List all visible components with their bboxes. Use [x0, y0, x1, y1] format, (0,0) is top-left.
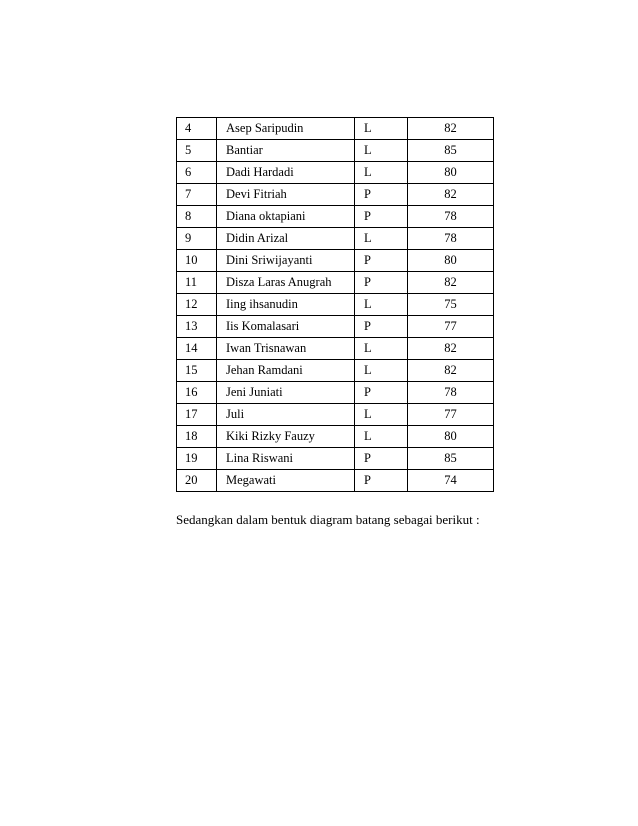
cell-name: Dadi Hardadi — [217, 162, 355, 184]
cell-name: Asep Saripudin — [217, 118, 355, 140]
table-row — [177, 470, 494, 492]
table-body — [177, 118, 494, 492]
cell-gender: P — [355, 272, 408, 294]
cell-number: 20 — [177, 470, 217, 492]
cell-number: 8 — [177, 206, 217, 228]
table-row — [177, 140, 494, 162]
cell-name: Megawati — [217, 470, 355, 492]
cell-score: 78 — [408, 382, 494, 404]
cell-score: 82 — [408, 338, 494, 360]
cell-score: 78 — [408, 228, 494, 250]
cell-name: Iing ihsanudin — [217, 294, 355, 316]
table-row — [177, 118, 494, 140]
cell-gender: P — [355, 470, 408, 492]
table-row — [177, 272, 494, 294]
cell-number: 19 — [177, 448, 217, 470]
cell-gender: P — [355, 250, 408, 272]
cell-score: 74 — [408, 470, 494, 492]
cell-score: 80 — [408, 426, 494, 448]
cell-name: Devi Fitriah — [217, 184, 355, 206]
cell-number: 4 — [177, 118, 217, 140]
cell-number: 5 — [177, 140, 217, 162]
cell-gender: P — [355, 382, 408, 404]
cell-score: 82 — [408, 184, 494, 206]
cell-gender: L — [355, 360, 408, 382]
cell-name: Juli — [217, 404, 355, 426]
cell-name: Didin Arizal — [217, 228, 355, 250]
student-score-table — [176, 117, 494, 492]
table-row — [177, 448, 494, 470]
cell-score: 80 — [408, 162, 494, 184]
body-text-caption: Sedangkan dalam bentuk diagram batang sebagai berikut : — [176, 512, 480, 527]
table-row — [177, 316, 494, 338]
table-row — [177, 184, 494, 206]
cell-gender: L — [355, 228, 408, 250]
cell-number: 17 — [177, 404, 217, 426]
table-row — [177, 294, 494, 316]
cell-number: 6 — [177, 162, 217, 184]
cell-name: Lina Riswani — [217, 448, 355, 470]
table-row — [177, 206, 494, 228]
cell-gender: L — [355, 404, 408, 426]
cell-number: 7 — [177, 184, 217, 206]
cell-score: 75 — [408, 294, 494, 316]
cell-gender: P — [355, 448, 408, 470]
cell-number: 11 — [177, 272, 217, 294]
table-row — [177, 338, 494, 360]
cell-name: Kiki Rizky Fauzy — [217, 426, 355, 448]
cell-gender: P — [355, 316, 408, 338]
cell-score: 85 — [408, 448, 494, 470]
cell-name: Iwan Trisnawan — [217, 338, 355, 360]
cell-number: 10 — [177, 250, 217, 272]
cell-number: 16 — [177, 382, 217, 404]
cell-name: Iis Komalasari — [217, 316, 355, 338]
table-row — [177, 250, 494, 272]
cell-gender: L — [355, 162, 408, 184]
cell-number: 9 — [177, 228, 217, 250]
table-row — [177, 360, 494, 382]
cell-score: 82 — [408, 360, 494, 382]
cell-number: 18 — [177, 426, 217, 448]
cell-gender: L — [355, 426, 408, 448]
cell-name: Disza Laras Anugrah — [217, 272, 355, 294]
cell-number: 14 — [177, 338, 217, 360]
table-row — [177, 404, 494, 426]
cell-number: 13 — [177, 316, 217, 338]
table-row — [177, 228, 494, 250]
cell-name: Jeni Juniati — [217, 382, 355, 404]
cell-score: 82 — [408, 118, 494, 140]
cell-score: 77 — [408, 316, 494, 338]
cell-name: Dini Sriwijayanti — [217, 250, 355, 272]
cell-name: Bantiar — [217, 140, 355, 162]
cell-score: 80 — [408, 250, 494, 272]
cell-score: 77 — [408, 404, 494, 426]
table-row — [177, 162, 494, 184]
cell-score: 82 — [408, 272, 494, 294]
table-row — [177, 426, 494, 448]
table-row — [177, 382, 494, 404]
cell-name: Diana oktapiani — [217, 206, 355, 228]
cell-gender: L — [355, 140, 408, 162]
cell-gender: P — [355, 206, 408, 228]
cell-gender: L — [355, 338, 408, 360]
cell-number: 12 — [177, 294, 217, 316]
cell-score: 78 — [408, 206, 494, 228]
cell-gender: P — [355, 184, 408, 206]
cell-number: 15 — [177, 360, 217, 382]
cell-gender: L — [355, 118, 408, 140]
cell-name: Jehan Ramdani — [217, 360, 355, 382]
cell-score: 85 — [408, 140, 494, 162]
cell-gender: L — [355, 294, 408, 316]
